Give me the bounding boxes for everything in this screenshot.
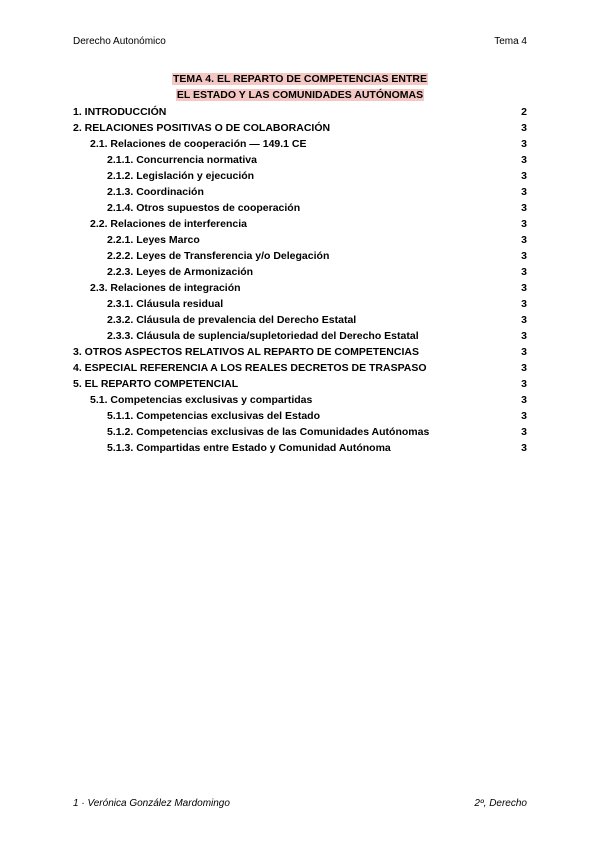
- toc-entry-page: 3: [521, 170, 527, 182]
- toc-entry-text: 2.2.3. Leyes de Armonización: [107, 266, 254, 278]
- toc-entry-text: 2.1.1. Concurrencia normativa: [107, 154, 257, 166]
- toc-entry-page: 3: [521, 442, 527, 454]
- toc-entry-text: 3. OTROS ASPECTOS RELATIVOS AL REPARTO DE COMPETENCIAS: [73, 346, 419, 358]
- toc-entry-text: 2.1.2. Legislación y ejecución: [107, 170, 255, 182]
- toc-entry-text: 5.1.1. Competencias exclusivas del Estado: [107, 410, 321, 422]
- toc-entry-page: 3: [521, 218, 527, 230]
- header-topic: Tema 4: [494, 36, 527, 47]
- toc-entry-page: 3: [521, 394, 527, 406]
- toc-entry-text: 2. RELACIONES POSITIVAS O DE COLABORACIÓN: [73, 122, 331, 134]
- toc-entry[interactable]: [73, 424, 527, 440]
- toc-entry-page: 3: [521, 298, 527, 310]
- footer-author: 1 · Verónica González Mardomingo: [73, 798, 230, 809]
- toc-entry[interactable]: [73, 136, 527, 152]
- toc-entry-text: 4. ESPECIAL REFERENCIA A LOS REALES DECRETOS DE TRASPASO: [73, 362, 427, 374]
- toc-entry-text: 5.1.3. Compartidas entre Estado y Comunidad Autónoma: [107, 442, 391, 454]
- toc-entry-text: 2.2.2. Leyes de Transferencia y/o Delegación: [107, 250, 330, 262]
- title-line-1: TEMA 4. EL REPARTO DE COMPETENCIAS ENTRE: [173, 73, 427, 85]
- page-header: [73, 36, 527, 47]
- toc-entry-text: 2.3. Relaciones de integración: [90, 282, 241, 294]
- toc-entry[interactable]: [73, 280, 527, 296]
- toc-entry-page: 3: [521, 234, 527, 246]
- toc-entry-page: 3: [521, 154, 527, 166]
- toc-entry-page: 3: [521, 122, 527, 134]
- toc-entry[interactable]: [73, 376, 527, 392]
- toc-entry[interactable]: [73, 232, 527, 248]
- toc-entry[interactable]: [73, 120, 527, 136]
- toc-entry[interactable]: [73, 392, 527, 408]
- toc-entry[interactable]: [73, 312, 527, 328]
- toc-entry-page: 3: [521, 250, 527, 262]
- toc-entry[interactable]: [73, 440, 527, 456]
- toc-entry-page: 3: [521, 362, 527, 374]
- toc-entry-text: 2.1.3. Coordinación: [107, 186, 204, 198]
- toc-entry[interactable]: [73, 248, 527, 264]
- toc-entry[interactable]: [73, 344, 527, 360]
- document-title: [73, 71, 527, 103]
- toc-entry[interactable]: [73, 200, 527, 216]
- toc-entry-page: 3: [521, 138, 527, 150]
- toc-entry[interactable]: [73, 328, 527, 344]
- toc-entry-text: 5.1.2. Competencias exclusivas de las Comunidades Autónomas: [107, 426, 430, 438]
- toc-entry-page: 2: [521, 106, 527, 118]
- title-line-2: EL ESTADO Y LAS COMUNIDADES AUTÓNOMAS: [176, 89, 424, 101]
- toc-entry-page: 3: [521, 202, 527, 214]
- toc-entry[interactable]: [73, 360, 527, 376]
- toc-entry-page: 3: [521, 410, 527, 422]
- toc-entry-page: 3: [521, 378, 527, 390]
- toc-entry-text: 2.3.1. Cláusula residual: [107, 298, 224, 310]
- toc-entry-page: 3: [521, 266, 527, 278]
- header-subject: Derecho Autonómico: [73, 36, 166, 47]
- toc-entry-text: 1. INTRODUCCIÓN: [73, 106, 167, 118]
- toc-entry-page: 3: [521, 186, 527, 198]
- toc-entry-page: 3: [521, 314, 527, 326]
- toc-entry[interactable]: [73, 216, 527, 232]
- toc-entry-page: 3: [521, 426, 527, 438]
- toc-entry-text: 2.1.4. Otros supuestos de cooperación: [107, 202, 301, 214]
- toc-entry-text: 2.2.1. Leyes Marco: [107, 234, 200, 246]
- toc-entry[interactable]: [73, 184, 527, 200]
- toc-entry-text: 2.1. Relaciones de cooperación — 149.1 CE: [90, 138, 307, 150]
- toc-entry-page: 3: [521, 330, 527, 342]
- toc-entry[interactable]: [73, 264, 527, 280]
- toc-entry-text: 2.3.3. Cláusula de suplencia/supletoriedad del Derecho Estatal: [107, 330, 419, 342]
- footer-course: 2º, Derecho: [474, 798, 527, 809]
- toc-entry[interactable]: [73, 152, 527, 168]
- toc-entry-page: 3: [521, 346, 527, 358]
- table-of-contents: [73, 104, 527, 456]
- page-footer: [73, 798, 527, 809]
- toc-entry-text: 5. EL REPARTO COMPETENCIAL: [73, 378, 239, 390]
- toc-entry[interactable]: [73, 296, 527, 312]
- toc-entry[interactable]: [73, 104, 527, 120]
- toc-entry-page: 3: [521, 282, 527, 294]
- toc-entry[interactable]: [73, 408, 527, 424]
- toc-entry-text: 2.2. Relaciones de interferencia: [90, 218, 247, 230]
- toc-entry-text: 5.1. Competencias exclusivas y compartidas: [90, 394, 313, 406]
- toc-entry[interactable]: [73, 168, 527, 184]
- toc-entry-text: 2.3.2. Cláusula de prevalencia del Derecho Estatal: [107, 314, 357, 326]
